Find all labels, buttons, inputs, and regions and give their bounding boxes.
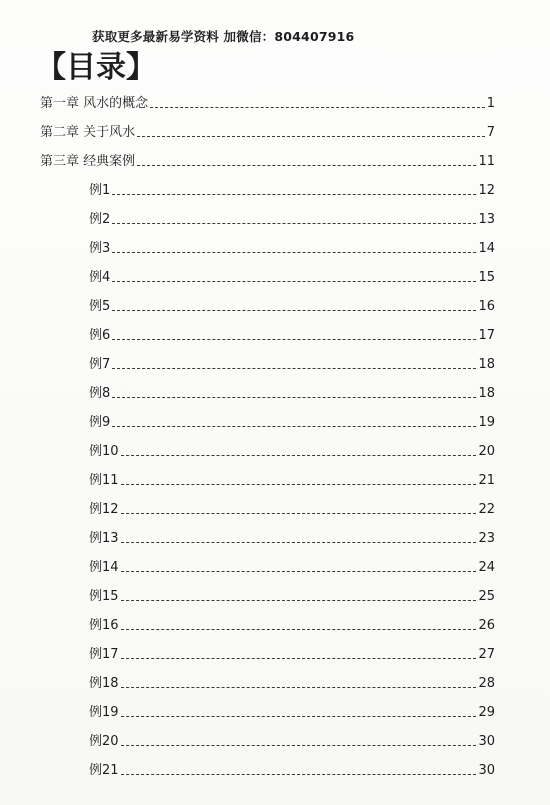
toc-example-label: 例1 [89,183,111,198]
toc-example-label: 例4 [89,270,111,285]
toc-example-11[interactable] [89,471,495,491]
dot-leader [112,252,476,253]
toc-example-label: 例12 [89,502,119,517]
toc-example-label: 例19 [89,705,119,720]
toc-example-label: 例11 [89,473,119,488]
toc-page-number: 21 [478,473,495,488]
toc-example-16[interactable] [89,616,495,636]
toc-example-2[interactable] [89,210,495,230]
toc-page-number: 14 [478,241,495,256]
toc-page-number: 19 [478,415,495,430]
dot-leader [121,455,477,456]
toc-page-number: 24 [478,560,495,575]
dot-leader [112,397,476,398]
dot-leader [121,513,477,514]
toc-page-number: 25 [478,589,495,604]
toc-example-label: 例15 [89,589,119,604]
toc-example-label: 例14 [89,560,119,575]
toc-chapter-1[interactable] [40,94,495,114]
dot-leader [137,165,476,166]
toc-example-12[interactable] [89,500,495,520]
toc-page-number: 7 [486,125,495,140]
dot-leader [121,658,477,659]
toc-page-number: 17 [478,328,495,343]
dot-leader [112,194,476,195]
dot-leader [112,223,476,224]
toc-page-number: 12 [478,183,495,198]
toc-chapter-label: 第三章 经典案例 [40,154,136,169]
toc-example-18[interactable] [89,674,495,694]
toc-example-17[interactable] [89,645,495,665]
toc-page-number: 27 [478,647,495,662]
toc-example-label: 例20 [89,734,119,749]
toc-example-1[interactable] [89,181,495,201]
toc-example-3[interactable] [89,239,495,259]
dot-leader [121,600,477,601]
toc-page-number: 23 [478,531,495,546]
toc-example-label: 例21 [89,763,119,778]
dot-leader [121,542,477,543]
dot-leader [112,339,476,340]
toc-page-number: 30 [478,734,495,749]
toc-page-number: 26 [478,618,495,633]
toc-chapter-label: 第二章 关于风水 [40,125,136,140]
toc-example-13[interactable] [89,529,495,549]
dot-leader [150,107,485,108]
toc-example-label: 例16 [89,618,119,633]
toc-page-number: 29 [478,705,495,720]
dot-leader [121,745,477,746]
toc-page-number: 11 [478,154,495,169]
toc-example-14[interactable] [89,558,495,578]
toc-example-4[interactable] [89,268,495,288]
header-note: 获取更多最新易学资料 加微信：804407916 [92,29,355,44]
toc-chapter-3[interactable] [40,152,495,172]
dot-leader [121,716,477,717]
toc-example-label: 例8 [89,386,111,401]
toc-example-label: 例2 [89,212,111,227]
toc-example-20[interactable] [89,732,495,752]
toc-example-label: 例10 [89,444,119,459]
toc-example-10[interactable] [89,442,495,462]
toc-page-number: 28 [478,676,495,691]
toc-example-5[interactable] [89,297,495,317]
toc-example-8[interactable] [89,384,495,404]
toc-page-number: 1 [486,96,495,111]
toc-example-label: 例17 [89,647,119,662]
dot-leader [137,136,485,137]
toc-page-number: 22 [478,502,495,517]
toc-page-number: 30 [478,763,495,778]
dot-leader [112,310,476,311]
dot-leader [121,629,477,630]
toc-chapter-label: 第一章 风水的概念 [40,96,149,111]
dot-leader [121,571,477,572]
toc-example-7[interactable] [89,355,495,375]
toc-example-21[interactable] [89,761,495,781]
dot-leader [121,687,477,688]
toc-example-label: 例13 [89,531,119,546]
toc-example-label: 例5 [89,299,111,314]
toc-page-number: 13 [478,212,495,227]
toc-example-19[interactable] [89,703,495,723]
dot-leader [121,484,477,485]
toc-page-number: 18 [478,386,495,401]
toc-page-number: 18 [478,357,495,372]
toc-example-label: 例6 [89,328,111,343]
dot-leader [112,281,476,282]
toc-page-number: 16 [478,299,495,314]
toc-title: 【目录】 [36,50,156,85]
toc-example-9[interactable] [89,413,495,433]
toc-chapter-2[interactable] [40,123,495,143]
dot-leader [112,426,476,427]
toc-page-number: 20 [478,444,495,459]
toc-example-15[interactable] [89,587,495,607]
toc-example-label: 例9 [89,415,111,430]
toc-example-6[interactable] [89,326,495,346]
dot-leader [121,774,477,775]
dot-leader [112,368,476,369]
toc-example-label: 例3 [89,241,111,256]
toc-page-number: 15 [478,270,495,285]
toc-example-label: 例18 [89,676,119,691]
toc-example-label: 例7 [89,357,111,372]
